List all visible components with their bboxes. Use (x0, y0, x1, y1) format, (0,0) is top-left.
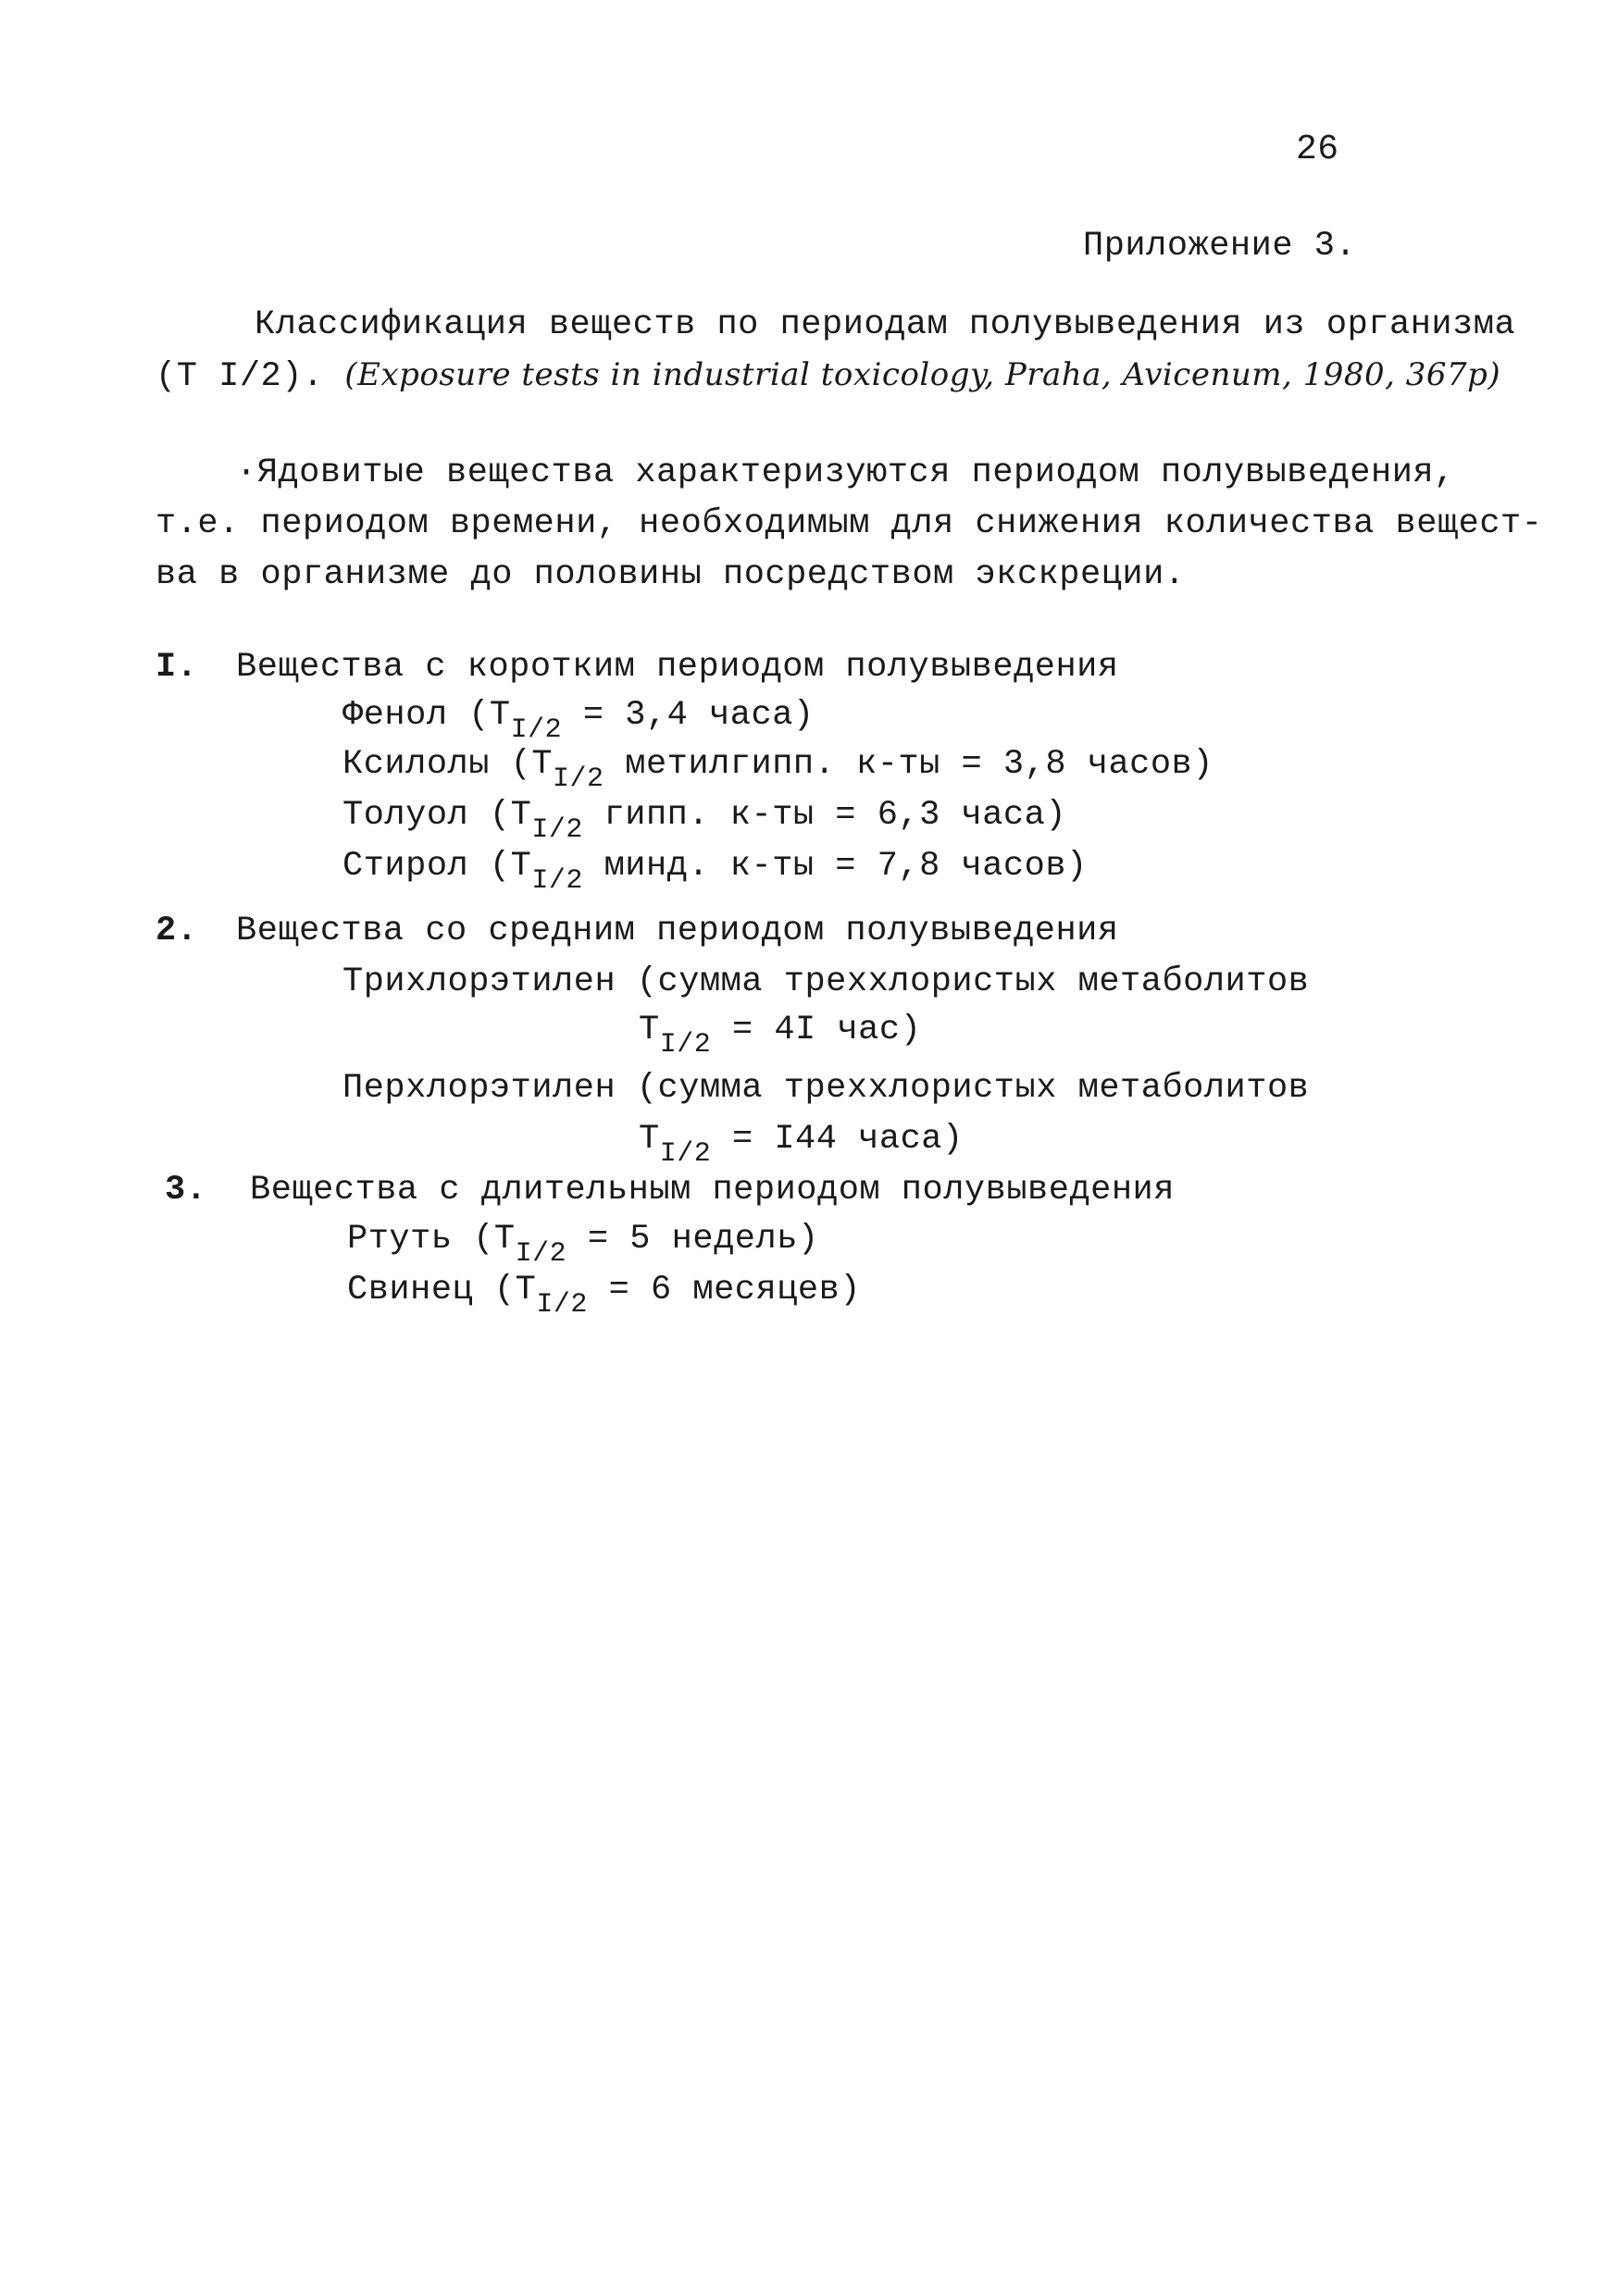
section-3-heading: Вещества с длительным периодом полувыведения (250, 1171, 1175, 1210)
appendix-label: Приложение 3. (1083, 227, 1357, 266)
section-1-item-2: Ксилолы ($T_{I/2}$ метилгипп. к-ты = 3,8 часов) (342, 745, 1214, 795)
section-3-item-2: Свинец ($T_{I/2} = 6$ месяцев) (347, 1271, 862, 1321)
section-3-item-1: Ртуть ($T_{I/2} = 5$ недель) (347, 1220, 819, 1270)
title-line-1: Классификация веществ по периодам полувыведения из организма (255, 305, 1516, 344)
title-line-2 (156, 356, 1500, 396)
intro-line-3: ва в организме до половины посредством экскреции. (156, 555, 1186, 594)
section-1-item-3: Толуол ($T_{I/2}$ гипп. к-ты = 6,3 часа) (342, 796, 1067, 846)
section-2-item-1: Трихлорэтилен (сумма треххлористых метаболитов (342, 962, 1310, 1001)
section-1-item-1: Фенол ($T_{I/2} = 3,4$ часа) (342, 696, 815, 746)
section-2-item-2: $T_{I/2} = 4I$ час) (639, 1011, 922, 1061)
section-1-number: I. (156, 648, 198, 687)
section-2-item-4: $T_{I/2} = I44$ часа) (639, 1120, 964, 1170)
intro-line-1: ·Ядовитые вещества характеризуются периодом полувыведения, (236, 453, 1455, 492)
section-1-heading: Вещества с коротким периодом полувыведения (236, 648, 1119, 687)
section-2-number: 2. (156, 912, 198, 950)
intro-line-2: т.е. периодом времени, необходимым для снижения количества вещест- (156, 504, 1543, 543)
section-3-number: 3. (165, 1171, 207, 1210)
section-1-item-4: Стирол ($T_{I/2}$ минд. к-ты = 7,8 часов) (342, 847, 1088, 897)
section-2-heading: Вещества со средним периодом полувыведения (236, 912, 1119, 950)
section-2-item-3: Перхлорэтилен (сумма треххлористых метаболитов (342, 1069, 1310, 1108)
page-number: 26 (1296, 130, 1339, 169)
handwritten-reference: (Exposure tests in industrial toxicology, Praha, Avicenum, 1980, 367p) (344, 356, 1501, 393)
title-prefix: (T I/2). (156, 357, 324, 396)
